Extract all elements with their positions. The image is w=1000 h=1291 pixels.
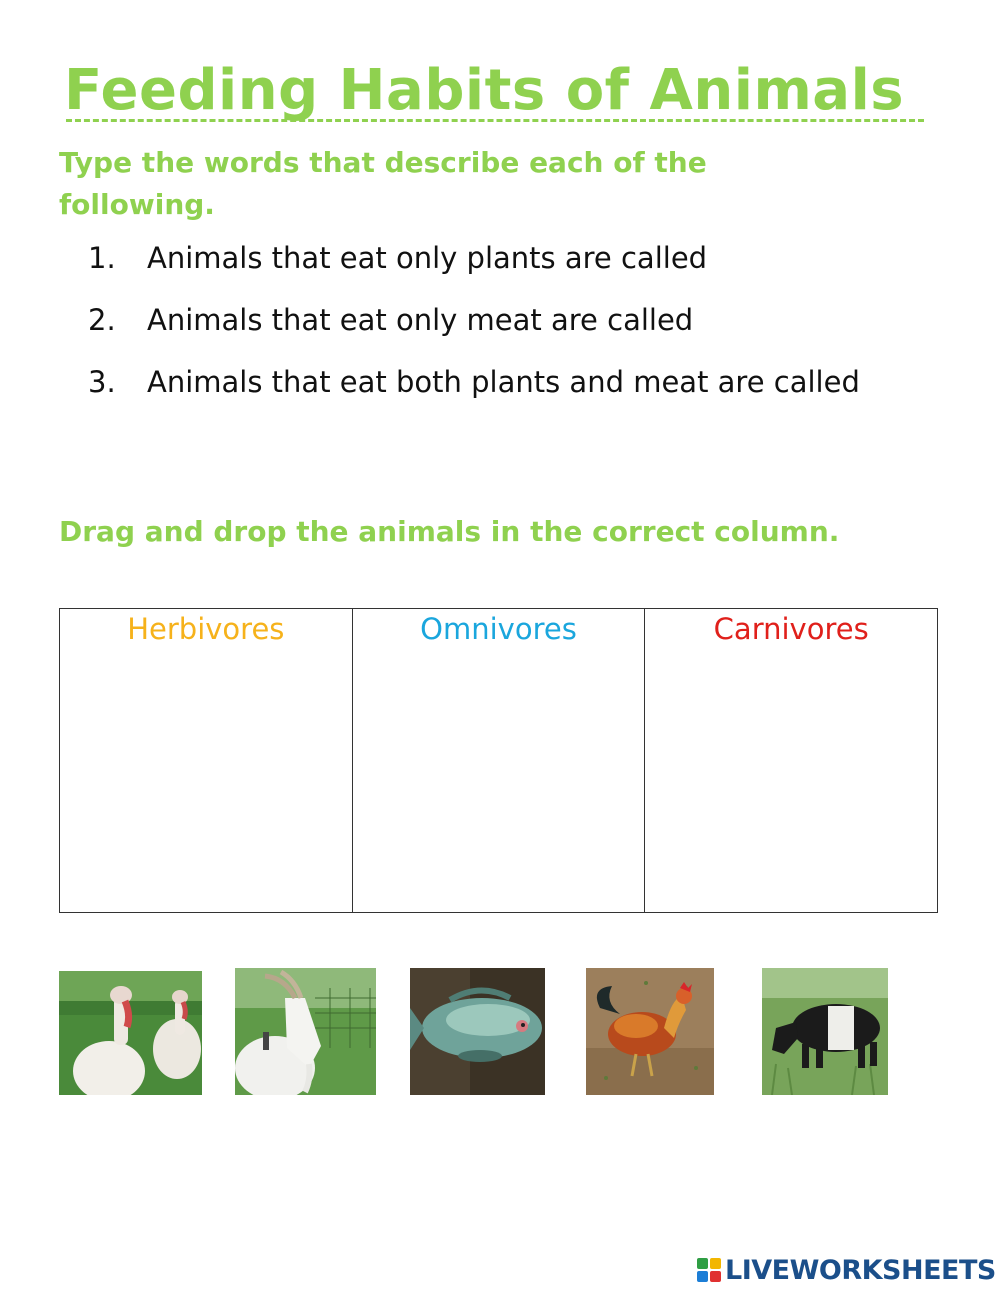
goat-image[interactable]: [235, 968, 376, 1095]
column-herbivores: [60, 609, 353, 912]
rooster-image[interactable]: [586, 968, 714, 1095]
title-underline: [66, 119, 924, 122]
question-text: Animals that eat both plants and meat are called: [147, 365, 860, 399]
question-list: [88, 238, 888, 424]
drop-zone-carnivores[interactable]: [645, 653, 937, 912]
turkey-image[interactable]: [59, 971, 202, 1095]
page-title: Feeding Habits of Animals: [64, 58, 905, 123]
question-item: [88, 238, 888, 279]
column-header-omnivores: Omnivores: [420, 612, 577, 646]
drop-zone-herbivores[interactable]: [60, 653, 352, 912]
question-item: [88, 300, 888, 341]
fish-image[interactable]: [410, 968, 545, 1095]
logo-text: LIVEWORKSHEETS: [725, 1254, 996, 1286]
instruction-drag-drop: Drag and drop the animals in the correct column.: [59, 515, 840, 548]
column-header-carnivores: Carnivores: [713, 612, 869, 646]
column-omnivores: [353, 609, 646, 912]
cow-image[interactable]: [762, 968, 888, 1095]
logo-blocks-icon: [697, 1258, 721, 1282]
question-number: 3.: [88, 365, 116, 399]
question-text: Animals that eat only plants are called: [147, 241, 708, 275]
column-header-herbivores: Herbivores: [127, 612, 285, 646]
column-carnivores: [645, 609, 937, 912]
sorting-table: [59, 608, 938, 913]
question-item: [88, 362, 888, 403]
question-text: Animals that eat only meat are called: [147, 303, 694, 337]
question-number: 1.: [88, 241, 116, 275]
liveworksheets-logo: [697, 1254, 996, 1286]
drop-zone-omnivores[interactable]: [353, 653, 645, 912]
question-number: 2.: [88, 303, 116, 337]
instruction-type-words: Type the words that describe each of the following.: [59, 146, 707, 221]
